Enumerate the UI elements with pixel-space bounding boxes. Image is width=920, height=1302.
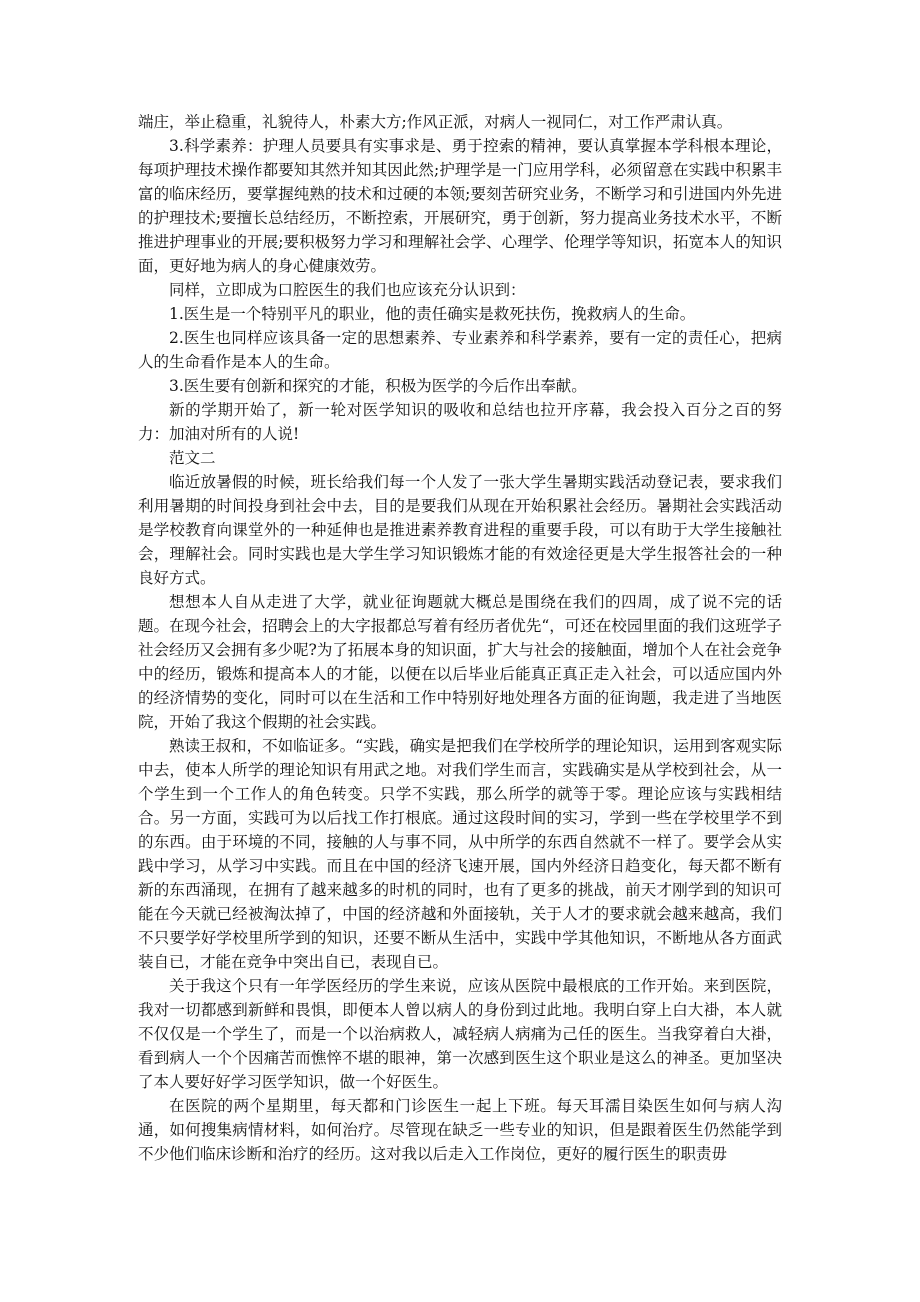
paragraph-2: 3.科学素养：护理人员要具有实事求是、勇于控索的精神，要认真掌握本学科根本理论，每项护理技术操作都要知其然并知其因此然;护理学是一门应用学科，必须留意在实践中积累丰富的临床经历，要掌握纯熟的技术和过硬的本领;要刻苦研究业务，不断学习和引进国内外先进的护理技术;要擅长总结经历，不断控索，开展研究，勇于创新，努力提高业务技术水平，不断推进护理事业的开展;要积极努力学习和理解社会学、心理学、伦理学等知识，拓宽本人的知识面，更好地为病人的身心健康效劳。 [138,137,782,275]
paragraph-6: 3.医生要有创新和探究的才能，积极为医学的今后作出奉献。 [169,377,587,395]
paragraph-9: 临近放暑假的时候，班长给我们每一个人发了一张大学生暑期实践活动登记表，要求我们利用暑期的时间投身到社会中去，目的是要我们从现在开始积累社会经历。暑期社会实践活动是学校教育向课堂外的一种延伸也是推进素养教育进程的重要手段，可以有助于大学生接触社会，理解社会。同时实践也是大学生学习知识锻炼才能的有效途径更是大学生报答社会的一种良好方式。 [138,473,782,587]
paragraph-5: 2.医生也同样应该具备一定的思想素养、专业素养和科学素养，要有一定的责任心，把病人的生命看作是本人的生命。 [138,329,782,371]
paragraph-4: 1.医生是一个特别平凡的职业，他的责任确实是救死扶伤，挽救病人的生命。 [169,305,696,323]
paragraph-10: 想想本人自从走进了大学，就业征询题就大概总是围绕在我们的四周，成了说不完的话题。在现今社会，招聘会上的大字报都总写着有经历者优先“，可还在校园里面的我们这班学子社会经历又会拥有多少呢?为了拓展本身的知识面，扩大与社会的接触面，增加个人在社会竞争中的经历，锻炼和提高本人的才能，以便在以后毕业后能真正真正走入社会，可以适应国内外的经济情势的变化，同时可以在生活和工作中特别好地处理各方面的征询题，我走进了当地医院，开始了我这个假期的社会实践。 [138,593,782,731]
paragraph-1: 端庄，举止稳重，礼貌待人，朴素大方;作风正派，对病人一视同仁，对工作严肃认真。 [138,113,733,131]
paragraph-11: 熟读王叔和，不如临证多。“实践，确实是把我们在学校所学的理论知识，运用到客观实际中去，使本人所学的理论知识有用武之地。对我们学生而言，实践确实是从学校到社会，从一个学生到一个工作人的角色转变。只学不实践，那么所学的就等于零。理论应该与实践相结合。另一方面，实践可为以后找工作打根底。通过这段时间的实习，学到一些在学校里学不到的东西。由于环境的不同，接触的人与事不同，从中所学的东西自然就不一样了。要学会从实践中学习，从学习中实践。而且在中国的经济飞速开展，国内外经济日趋变化，每天都不断有新的东西涌现，在拥有了越来越多的时机的同时，也有了更多的挑战，前天才刚学到的知识可能在今天就已经被淘汰掉了，中国的经济越和外面接轨，关于人才的要求就会越来越高，我们不只要学好学校里所学到的知识，还要不断从生活中，实践中学其他知识，不断地从各方面武装自已，才能在竞争中突出自已，表现自已。 [138,737,782,971]
paragraph-13: 在医院的两个星期里，每天都和门诊医生一起上下班。每天耳濡目染医生如何与病人沟通，如何搜集病情材料，如何治疗。尽管现在缺乏一些专业的知识，但是跟着医生仍然能学到不少他们临床诊断和治疗的经历。这对我以后走入工作岗位，更好的履行医生的职责毋 [138,1097,782,1163]
paragraph-12: 关于我这个只有一年学医经历的学生来说，应该从医院中最根底的工作开始。来到医院，我对一切都感到新鲜和畏惧，即便本人曾以病人的身份到过此地。我明白穿上白大褂，本人就不仅仅是一个学生了，而是一个以治病救人，减轻病人病痛为己任的医生。当我穿着白大褂，看到病人一个个因痛苦而憔悴不堪的眼神，第一次感到医生这个职业是这么的神圣。更加坚决了本人要好好学习医学知识，做一个好医生。 [138,977,782,1091]
section-heading: 范文二 [169,449,216,467]
paragraph-7: 新的学期开始了，新一轮对医学知识的吸收和总结也拉开序幕，我会投入百分之百的努力：加油对所有的人说! [138,401,782,443]
paragraph-3: 同样，立即成为口腔医生的我们也应该充分认识到： [169,281,526,299]
document-body [138,110,782,1166]
